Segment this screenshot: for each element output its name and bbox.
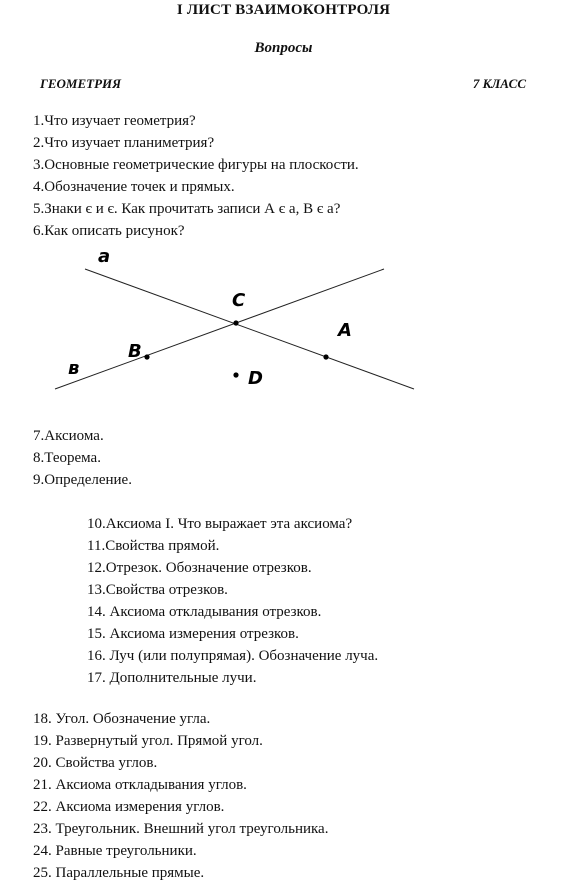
- question-item: 7.Аксиома.: [33, 428, 104, 444]
- point-c-label: C: [232, 290, 246, 311]
- line-b-label: в: [68, 358, 80, 379]
- question-item: 25. Параллельные прямые.: [33, 865, 205, 881]
- questions-block-1: [33, 110, 359, 242]
- questions-block-2: [33, 425, 132, 491]
- question-item: 5.Знаки є и є. Как прочитать записи А є а, В є а?: [33, 201, 341, 217]
- question-item: 12.Отрезок. Обозначение отрезков.: [87, 560, 312, 576]
- page-title: I ЛИСТ ВЗАИМОКОНТРОЛЯ: [176, 2, 391, 18]
- point-b-label: B: [128, 341, 142, 362]
- question-item: 8.Теорема.: [33, 450, 101, 466]
- question-item: 11.Свойства прямой.: [87, 538, 220, 554]
- point-d-label: D: [248, 368, 263, 389]
- questions-block-4: [33, 708, 328, 884]
- question-item: 24. Равные треугольники.: [33, 843, 197, 859]
- page-subtitle: Вопросы: [254, 40, 313, 56]
- question-item: 22. Аксиома измерения углов.: [33, 799, 225, 815]
- question-item: 20. Свойства углов.: [33, 755, 158, 771]
- point-a-dot: [323, 354, 328, 359]
- question-item: 23. Треугольник. Внешний угол треугольника.: [33, 821, 329, 837]
- questions-block-3: [87, 513, 378, 689]
- grade-label: 7 КЛАСС: [472, 76, 526, 91]
- subject-label: ГЕОМЕТРИЯ: [40, 76, 122, 91]
- question-item: 1.Что изучает геометрия?: [33, 113, 196, 129]
- question-item: 9.Определение.: [33, 472, 132, 488]
- question-item: 19. Развернутый угол. Прямой угол.: [33, 733, 263, 749]
- question-item: 18. Угол. Обозначение угла.: [33, 711, 211, 727]
- question-item: 4.Обозначение точек и прямых.: [33, 179, 235, 195]
- line-b: [55, 269, 384, 389]
- geometry-figure: [40, 240, 440, 410]
- point-d-dot: [233, 372, 238, 377]
- point-b-dot: [144, 354, 149, 359]
- question-item: 2.Что изучает планиметрия?: [33, 135, 215, 151]
- question-item: 6.Как описать рисунок?: [33, 223, 185, 239]
- question-item: 16. Луч (или полупрямая). Обозначение луча.: [87, 648, 379, 664]
- point-a-label: A: [338, 320, 352, 341]
- question-item: 13.Свойства отрезков.: [87, 582, 228, 598]
- point-c-dot: [233, 320, 238, 325]
- question-item: 10.Аксиома I. Что выражает эта аксиома?: [87, 516, 353, 532]
- question-item: 15. Аксиома измерения отрезков.: [87, 626, 299, 642]
- line-a-label: а: [98, 246, 111, 267]
- question-item: 3.Основные геометрические фигуры на плоскости.: [33, 157, 359, 173]
- question-item: 17. Дополнительные лучи.: [87, 670, 257, 686]
- question-item: 21. Аксиома откладывания углов.: [33, 777, 247, 793]
- question-item: 14. Аксиома откладывания отрезков.: [87, 604, 322, 620]
